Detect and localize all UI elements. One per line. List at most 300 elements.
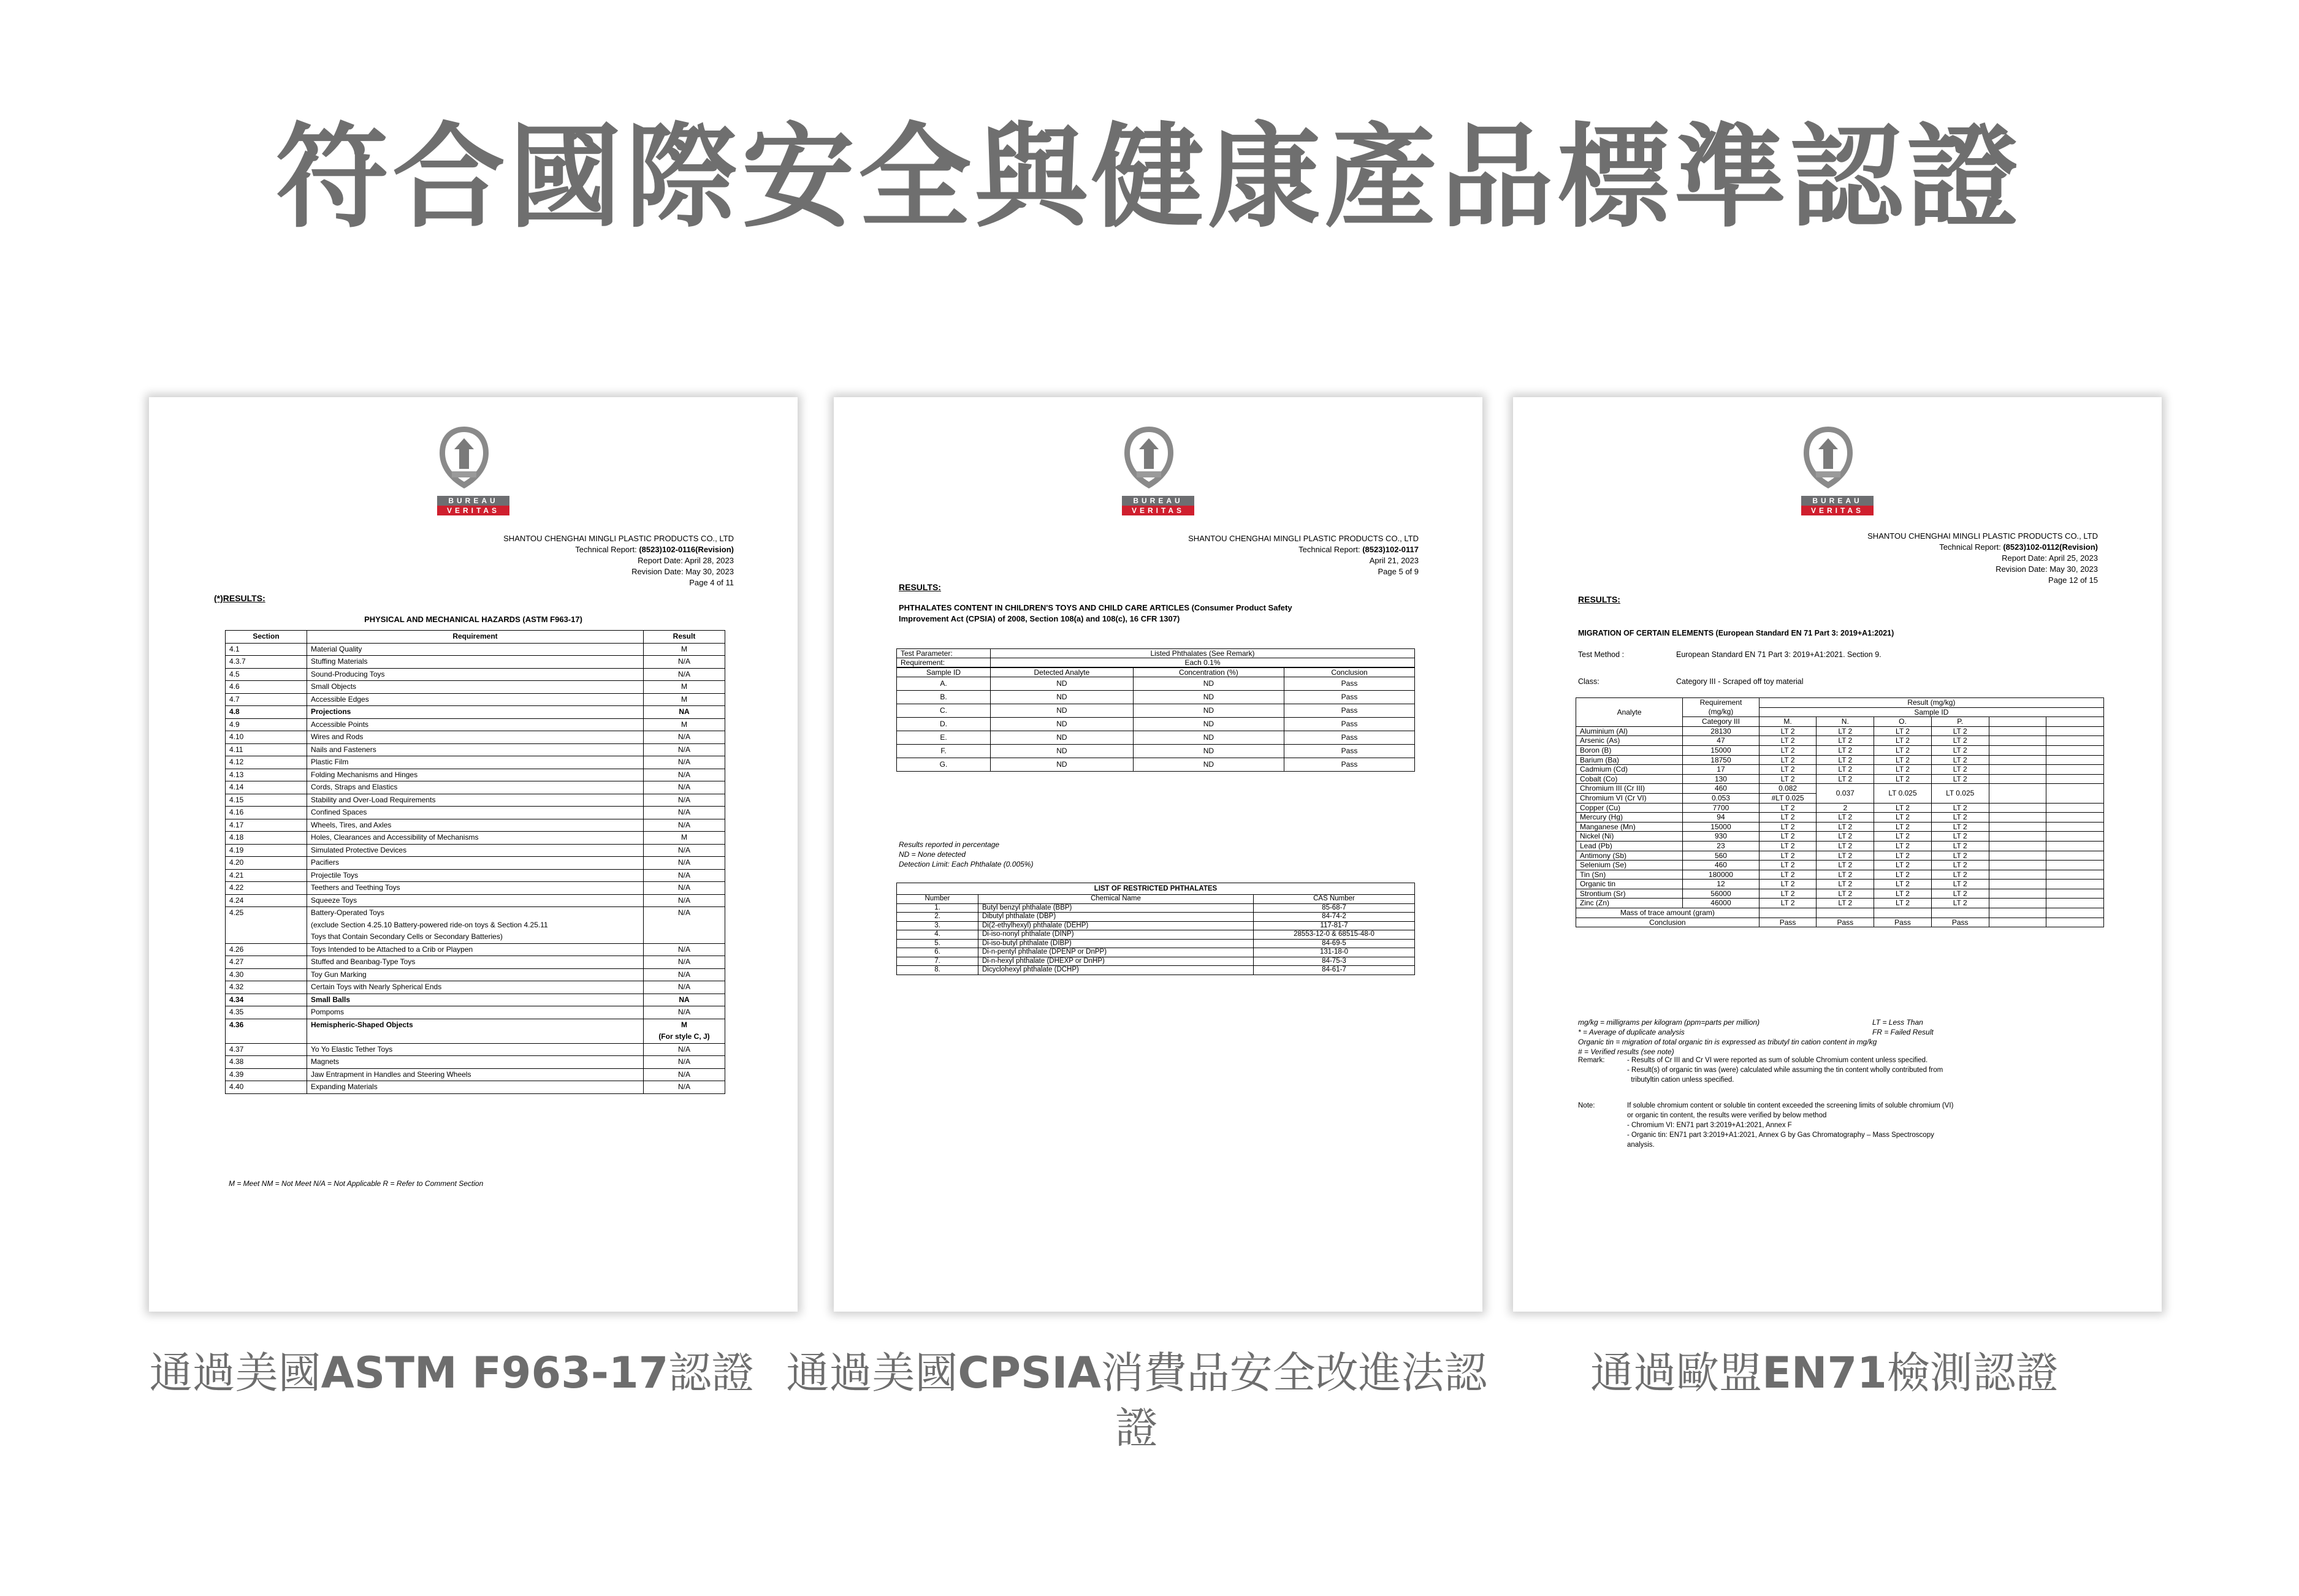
table-row	[897, 745, 1415, 758]
result-cell: LT 2	[1931, 880, 1989, 889]
report-header	[1188, 533, 1419, 577]
analyte-cell: Copper (Cu)	[1576, 803, 1683, 813]
table-row	[1576, 736, 2104, 746]
requirement-cell: Small Balls	[307, 994, 644, 1006]
table-row	[1576, 880, 2104, 889]
table-row	[1576, 745, 2104, 755]
section-cell: 4.14	[226, 781, 307, 794]
company-name: SHANTOU CHENGHAI MINGLI PLASTIC PRODUCTS CO., LTD	[1188, 534, 1419, 543]
phthalate-cell: Pass	[1284, 704, 1415, 718]
result-cell: LT 2	[1817, 880, 1874, 889]
result-cell: LT 2	[1759, 803, 1817, 813]
result-cell: M	[644, 693, 725, 706]
result-cell: LT 2	[1931, 813, 1989, 823]
requirement-cell: Accessible Edges	[307, 693, 644, 706]
section-cell: 4.18	[226, 832, 307, 845]
result-cell: LT 0.025	[1874, 784, 1932, 803]
section-cell: 4.36	[226, 1019, 307, 1043]
result-cell: LT 2	[1759, 899, 1817, 908]
table-row	[1576, 889, 2104, 899]
result-cell: NA	[644, 706, 725, 719]
table-row	[226, 807, 725, 819]
result-cell: LT 2	[1759, 851, 1817, 861]
requirement-cell: Cords, Straps and Elastics	[307, 781, 644, 794]
result-cell: LT 2	[1931, 889, 1989, 899]
result-cell: N/A	[644, 943, 725, 956]
requirement-cell: 28130	[1683, 726, 1760, 736]
table-row	[1576, 861, 2104, 870]
section-cell: 4.24	[226, 894, 307, 907]
result-cell: LT 2	[1817, 765, 1874, 775]
chemical-name-cell: Di-n-hexyl phthalate (DHEXP or DnHP)	[978, 957, 1254, 966]
result-cell: N/A	[644, 743, 725, 756]
section-title: PHTHALATES CONTENT IN CHILDREN'S TOYS AND CHILD CARE ARTICLES (Consumer Product Safety Improvement Act (CPSIA) of 2008, Section 108(a) and 108(c), 16 CFR 1307)	[899, 603, 1292, 623]
phthalate-cell: D.	[897, 718, 991, 731]
table-row	[226, 794, 725, 807]
phthalate-cell: Pass	[1284, 745, 1415, 758]
astm-report-page	[149, 397, 798, 1312]
requirement-cell: Sound-Producing Toys	[307, 668, 644, 681]
requirement-cell: Wires and Rods	[307, 731, 644, 744]
result-cell: LT 2	[1759, 822, 1817, 832]
result-cell: N/A	[644, 819, 725, 832]
phthalate-cell: ND	[1133, 731, 1284, 745]
caption-en71: 通過歐盟EN71檢測認證	[1590, 1348, 2059, 1398]
element-notes: mg/kg = milligrams per kilogram (ppm=parts per million) * = Average of duplicate analysis Organic tin = migration of total organic tin is expressed as tributyl tin cation content in mg/kg # = Verified results (see note)	[1578, 1018, 1877, 1056]
phthalate-cell: ND	[1133, 758, 1284, 772]
result-cell: LT 2	[1759, 813, 1817, 823]
table-row	[897, 704, 1415, 718]
requirement-cell: 47	[1683, 736, 1760, 746]
result-cell: LT 2	[1817, 870, 1874, 880]
result-cell: N/A	[644, 1006, 725, 1019]
result-cell: LT 2	[1874, 736, 1932, 746]
table-row	[897, 718, 1415, 731]
result-cell: LT 2	[1874, 851, 1932, 861]
table-row	[226, 857, 725, 870]
report-date: April 21, 2023	[1369, 556, 1419, 565]
analyte-cell: Manganese (Mn)	[1576, 822, 1683, 832]
result-cell: LT 2	[1817, 832, 1874, 842]
section-cell: 4.12	[226, 756, 307, 769]
number-cell: 6.	[897, 948, 978, 957]
section-cell: 4.21	[226, 869, 307, 882]
result-cell: LT 2	[1931, 899, 1989, 908]
page-headline: 符合國際安全與健康產品標準認證	[275, 112, 2023, 243]
phthalate-cell: ND	[991, 704, 1134, 718]
section-cell: 4.7	[226, 693, 307, 706]
chemical-name-cell: Dibutyl phthalate (DBP)	[978, 913, 1254, 922]
cas-number-cell: 117-81-7	[1254, 921, 1415, 930]
phthalate-cell: ND	[1133, 745, 1284, 758]
requirement-cell: 23	[1683, 841, 1760, 851]
requirement-cell: Battery-Operated Toys (exclude Section 4.25.10 Battery-powered ride-on toys & Section 4.25.11 Toys that Contain Secondary Cells or Secondary Batteries)	[307, 907, 644, 944]
table-row	[226, 681, 725, 694]
phthalate-cell: ND	[1133, 677, 1284, 691]
number-cell: 7.	[897, 957, 978, 966]
section-cell: 4.38	[226, 1056, 307, 1069]
requirement-cell: Folding Mechanisms and Hinges	[307, 769, 644, 781]
result-cell: N/A	[644, 807, 725, 819]
result-cell: N/A	[644, 907, 725, 944]
result-cell: N/A	[644, 769, 725, 781]
cas-number-cell: 84-74-2	[1254, 913, 1415, 922]
section-cell: 4.20	[226, 857, 307, 870]
table-row	[1576, 755, 2104, 765]
section-cell: 4.10	[226, 731, 307, 744]
requirement-cell: Wheels, Tires, and Axles	[307, 819, 644, 832]
table-row	[1576, 841, 2104, 851]
section-cell: 4.11	[226, 743, 307, 756]
cas-number-cell: 131-18-0	[1254, 948, 1415, 957]
result-cell: LT 2	[1874, 861, 1932, 870]
report-date: Report Date: April 25, 2023	[2002, 553, 2098, 563]
table-row	[1576, 899, 2104, 908]
table-row	[226, 1068, 725, 1081]
result-cell: LT 2	[1931, 832, 1989, 842]
requirement-cell: 56000	[1683, 889, 1760, 899]
result-cell: 0.082	[1759, 784, 1817, 794]
element-notes-right: LT = Less Than FR = Failed Result	[1872, 1018, 1934, 1036]
analyte-cell: Arsenic (As)	[1576, 736, 1683, 746]
result-cell: LT 0.025	[1931, 784, 1989, 803]
section-cell: 4.5	[226, 668, 307, 681]
phthalate-cell: Pass	[1284, 758, 1415, 772]
requirement-cell: 17	[1683, 765, 1760, 775]
table-row	[226, 882, 725, 895]
table-row	[226, 1056, 725, 1069]
section-cell: 4.37	[226, 1043, 307, 1056]
col-result: Result	[644, 631, 725, 644]
result-cell: LT 2	[1817, 813, 1874, 823]
requirement-cell: 46000	[1683, 899, 1760, 908]
table-row	[897, 691, 1415, 704]
bureau-veritas-logo	[437, 425, 509, 515]
requirement-cell: Yo Yo Elastic Tether Toys	[307, 1043, 644, 1056]
result-cell: LT 2	[1817, 822, 1874, 832]
table-row	[226, 1043, 725, 1056]
phthalate-cell: C.	[897, 704, 991, 718]
result-cell: N/A	[644, 731, 725, 744]
table-row	[897, 921, 1415, 930]
table-row	[226, 643, 725, 656]
result-cell: LT 2	[1874, 899, 1932, 908]
revision-date: Revision Date: May 30, 2023	[631, 567, 734, 576]
requirement-cell: Small Objects	[307, 681, 644, 694]
result-cell: LT 2	[1931, 803, 1989, 813]
result-cell: LT 2	[1817, 745, 1874, 755]
section-cell: 4.15	[226, 794, 307, 807]
number-cell: 3.	[897, 921, 978, 930]
table-row	[226, 731, 725, 744]
result-cell: N/A	[644, 869, 725, 882]
table-row	[226, 981, 725, 994]
phthalate-cell: G.	[897, 758, 991, 772]
phthalate-result-table: Sample ID Detected Analyte Concentration (%) Conclusion A. ND ND Pass B. ND ND Pass C. ND ND Pass D. ND ND Pass E. ND ND Pass F. ND ND Pass G. ND ND Pass	[896, 667, 1415, 772]
result-cell: M	[644, 643, 725, 656]
analyte-cell: Tin (Sn)	[1576, 870, 1683, 880]
result-cell: LT 2	[1874, 832, 1932, 842]
requirement-cell: Pacifiers	[307, 857, 644, 870]
table-row	[226, 819, 725, 832]
table-row	[897, 957, 1415, 966]
result-cell: N/A	[644, 668, 725, 681]
phthalate-cell: ND	[991, 745, 1134, 758]
requirement-cell: 7700	[1683, 803, 1760, 813]
phthalate-cell: E.	[897, 731, 991, 745]
section-cell: 4.34	[226, 994, 307, 1006]
logo-word-veritas: VERITAS	[437, 506, 509, 515]
restricted-phthalate-list: LIST OF RESTRICTED PHTHALATES Number Chemical Name CAS Number 1. Butyl benzyl phthalate (BBP) 85-68-7 2. Dibutyl phthalate (DBP) 84-74-2 3. Di(2-ethylhexyl) phthalate (DEHP) 117-81-7 4. Di-iso-nonyl phthalate (DINP) 28553-12-0 & 68515-48-0 5. Di-iso-butyl phthalate (DIBP) 84-69-5 6. Di-n-pentyl phthalate (DPENP or DnPP) 131-18-0 7. Di-n-hexyl phthalate (DHEXP or DnHP) 84-75-3 8. Dicyclohexyl phthalate (DCHP) 84-61-7	[896, 883, 1415, 975]
table-row	[226, 769, 725, 781]
col-requirement: Requirement	[307, 631, 644, 644]
result-cell: LT 2	[1817, 899, 1874, 908]
number-cell: 5.	[897, 939, 978, 948]
section-title: PHYSICAL AND MECHANICAL HAZARDS (ASTM F963-17)	[364, 615, 582, 624]
analyte-cell: Mercury (Hg)	[1576, 813, 1683, 823]
result-cell: M	[644, 681, 725, 694]
result-cell: LT 2	[1874, 813, 1932, 823]
revision-date: Revision Date: May 30, 2023	[1996, 564, 2098, 574]
phthalate-cell: Pass	[1284, 731, 1415, 745]
table-row	[1576, 774, 2104, 784]
requirement-cell: 94	[1683, 813, 1760, 823]
requirement-cell: Stuffing Materials	[307, 656, 644, 669]
class-line: Class: Category III - Scraped off toy material	[1578, 677, 1804, 686]
logo-word-bureau: BUREAU	[1122, 496, 1194, 506]
table-row	[226, 832, 725, 845]
page-number: Page 4 of 11	[689, 578, 734, 587]
result-cell: LT 2	[1874, 774, 1932, 784]
section-cell: 4.27	[226, 956, 307, 969]
section-cell: 4.22	[226, 882, 307, 895]
table-row	[1576, 813, 2104, 823]
result-cell: N/A	[644, 981, 725, 994]
analyte-cell: Aluminium (Al)	[1576, 726, 1683, 736]
section-title: MIGRATION OF CERTAIN ELEMENTS (European Standard EN 71 Part 3: 2019+A1:2021)	[1578, 629, 1894, 637]
requirement-cell: Accessible Points	[307, 718, 644, 731]
result-cell: LT 2	[1759, 861, 1817, 870]
section-cell: 4.40	[226, 1081, 307, 1094]
table-row	[1576, 832, 2104, 842]
table-row	[226, 693, 725, 706]
result-cell: NA	[644, 994, 725, 1006]
table-row	[897, 677, 1415, 691]
result-cell: LT 2	[1874, 889, 1932, 899]
requirement-cell: 560	[1683, 851, 1760, 861]
result-cell: N/A	[644, 956, 725, 969]
section-cell: 4.17	[226, 819, 307, 832]
result-cell: LT 2	[1874, 822, 1932, 832]
result-cell: LT 2	[1759, 880, 1817, 889]
bureau-veritas-logo	[1801, 425, 1874, 515]
result-cell: LT 2	[1759, 889, 1817, 899]
chemical-name-cell: Dicyclohexyl phthalate (DCHP)	[978, 966, 1254, 975]
requirement-cell: 460	[1683, 784, 1760, 794]
table-row	[226, 781, 725, 794]
result-cell: LT 2	[1817, 736, 1874, 746]
chemical-name-cell: Di-n-pentyl phthalate (DPENP or DnPP)	[978, 948, 1254, 957]
result-cell: #LT 0.025	[1759, 793, 1817, 803]
requirement-cell: Simulated Protective Devices	[307, 844, 644, 857]
table-row	[226, 907, 725, 944]
analyte-cell: Chromium VI (Cr VI)	[1576, 793, 1683, 803]
result-cell: 2	[1817, 803, 1874, 813]
element-migration-table: Analyte Requirement (mg/kg) Result (mg/kg) Sample ID Category III M. N. O. P. Aluminium (Al) 28130 LT 2 LT 2 LT 2 LT 2 Arsenic (As) 47 LT 2 LT 2 LT 2 LT 2 Boron (B) 15000 LT 2 LT 2 LT 2 LT 2 Barium (Ba) 18750 LT 2 LT 2 LT 2 LT 2 Cadmium (Cd) 17 LT 2 LT 2 LT 2 LT 2 Cobalt (Co) 130 LT 2 LT 2 LT 2 LT 2 Chromium III (Cr III) 460 0.082 0.037 LT 0.025 LT 0.025 Chromium VI (Cr VI) 0.053 #LT 0.025 Copper (Cu) 7700 LT 2 2 LT 2 LT 2 Mercury (Hg) 94 LT 2 LT 2 LT 2 LT 2 Manganese (Mn) 15000 LT 2 LT 2 LT 2 LT 2 Nickel (Ni) 930 LT 2 LT 2 LT 2 LT 2 Lead (Pb) 23 LT 2 LT 2 LT 2 LT 2 Antimony (Sb) 560 LT 2 LT 2 LT 2 LT 2 Selenium (Se) 460 LT 2 LT 2 LT 2 LT 2 Tin (Sn) 180000 LT 2 LT 2 LT 2 LT 2 Organic tin 12 LT 2 LT 2 LT 2 LT 2 Strontium (Sr) 56000 LT 2 LT 2 LT 2 LT 2 Zinc (Zn) 46000 LT 2 LT 2 LT 2 LT 2 Mass of trace amount (gram) Conclusion Pass Pass Pass Pass	[1576, 697, 2104, 927]
caption-astm: 通過美國ASTM F963-17認證	[149, 1348, 755, 1398]
result-legend: M = Meet NM = Not Meet N/A = Not Applicable R = Refer to Comment Section	[229, 1179, 484, 1188]
result-cell: LT 2	[1759, 765, 1817, 775]
caption-cpsia: 通過美國CPSIA消費品安全改進法認證	[786, 1348, 1487, 1453]
table-row	[226, 756, 725, 769]
requirement-cell: Stuffed and Beanbag-Type Toys	[307, 956, 644, 969]
result-cell: N/A	[644, 794, 725, 807]
phthalate-cell: ND	[991, 731, 1134, 745]
result-cell: M	[644, 718, 725, 731]
result-cell: LT 2	[1874, 765, 1932, 775]
table-row	[1576, 765, 2104, 775]
requirement-cell: Holes, Clearances and Accessibility of Mechanisms	[307, 832, 644, 845]
result-cell: LT 2	[1931, 745, 1989, 755]
requirement-cell: Certain Toys with Nearly Spherical Ends	[307, 981, 644, 994]
table-row	[226, 994, 725, 1006]
result-cell: LT 2	[1931, 755, 1989, 765]
table-row	[1576, 784, 2104, 794]
table-row	[1576, 803, 2104, 813]
requirement-cell: 180000	[1683, 870, 1760, 880]
phthalate-cell: ND	[1133, 691, 1284, 704]
result-cell: N/A	[644, 844, 725, 857]
result-cell: LT 2	[1817, 861, 1874, 870]
table-row	[897, 930, 1415, 940]
phthalate-cell: Pass	[1284, 677, 1415, 691]
table-row	[897, 758, 1415, 772]
report-date: Report Date: April 28, 2023	[638, 556, 734, 565]
number-cell: 4.	[897, 930, 978, 940]
result-cell: LT 2	[1874, 870, 1932, 880]
table-row	[897, 913, 1415, 922]
table-row	[226, 1081, 725, 1094]
table-row	[1576, 870, 2104, 880]
requirement-cell: Jaw Entrapment in Handles and Steering Wheels	[307, 1068, 644, 1081]
result-cell: LT 2	[1874, 841, 1932, 851]
result-cell: N/A	[644, 968, 725, 981]
requirement-cell: Plastic Film	[307, 756, 644, 769]
logo-word-bureau: BUREAU	[437, 496, 509, 506]
phthalate-cell: ND	[1133, 718, 1284, 731]
table-row	[226, 968, 725, 981]
result-cell: N/A	[644, 1081, 725, 1094]
report-header	[503, 533, 734, 588]
results-label: (*)RESULTS:	[214, 593, 265, 603]
requirement-cell: 460	[1683, 861, 1760, 870]
logo-word-veritas: VERITAS	[1801, 506, 1874, 515]
note-block: Note: If soluble chromium content or soluble tin content exceeded the screening limits of soluble chromium (VI) or organic tin content, the results were verified by below method - Chromium VI: EN71 part 3:2019+A1:2021, Annex F - Organic tin: EN71 part 3:2019+A1:2021, Annex G by Gas Chromatography – Mass Spectroscopy analysis.	[1578, 1102, 1954, 1149]
section-cell: 4.16	[226, 807, 307, 819]
phthalate-cell: ND	[991, 677, 1134, 691]
table-row	[226, 943, 725, 956]
result-cell: LT 2	[1759, 832, 1817, 842]
result-cell: LT 2	[1817, 755, 1874, 765]
analyte-cell: Zinc (Zn)	[1576, 899, 1683, 908]
report-number-line: Technical Report: (8523)102-0116(Revision)	[575, 545, 734, 554]
analyte-cell: Strontium (Sr)	[1576, 889, 1683, 899]
logo-word-veritas: VERITAS	[1122, 506, 1194, 515]
section-cell: 4.19	[226, 844, 307, 857]
table-row	[226, 743, 725, 756]
result-cell: LT 2	[1931, 774, 1989, 784]
requirement-cell: Projections	[307, 706, 644, 719]
result-cell: 0.037	[1817, 784, 1874, 803]
result-cell: LT 2	[1874, 726, 1932, 736]
result-cell: LT 2	[1931, 861, 1989, 870]
chemical-name-cell: Di-iso-butyl phthalate (DIBP)	[978, 939, 1254, 948]
section-cell: 4.9	[226, 718, 307, 731]
bureau-veritas-logo	[1122, 425, 1194, 515]
requirement-cell: Pompoms	[307, 1006, 644, 1019]
phthalate-cell: F.	[897, 745, 991, 758]
result-cell: LT 2	[1931, 726, 1989, 736]
analyte-cell: Chromium III (Cr III)	[1576, 784, 1683, 794]
analyte-cell: Lead (Pb)	[1576, 841, 1683, 851]
result-cell: LT 2	[1817, 774, 1874, 784]
section-cell: 4.35	[226, 1006, 307, 1019]
result-cell: LT 2	[1817, 726, 1874, 736]
report-header	[1867, 531, 2098, 586]
result-cell: LT 2	[1931, 765, 1989, 775]
requirement-cell: 15000	[1683, 822, 1760, 832]
result-cell: LT 2	[1759, 870, 1817, 880]
page-number: Page 5 of 9	[1378, 567, 1419, 576]
result-cell: LT 2	[1931, 841, 1989, 851]
requirement-cell: Magnets	[307, 1056, 644, 1069]
number-cell: 2.	[897, 913, 978, 922]
analyte-cell: Organic tin	[1576, 880, 1683, 889]
analyte-cell: Antimony (Sb)	[1576, 851, 1683, 861]
phthalate-cell: ND	[991, 718, 1134, 731]
col-section: Section	[226, 631, 307, 644]
table-row	[1576, 851, 2104, 861]
table-row	[226, 869, 725, 882]
result-cell: LT 2	[1874, 880, 1932, 889]
table-row	[897, 903, 1415, 913]
section-cell: 4.6	[226, 681, 307, 694]
result-cell: N/A	[644, 894, 725, 907]
requirement-cell: 15000	[1683, 745, 1760, 755]
result-cell: LT 2	[1874, 755, 1932, 765]
report-number-line: Technical Report: (8523)102-0117	[1298, 545, 1419, 554]
result-cell: N/A	[644, 1056, 725, 1069]
phthalate-notes: Results reported in percentage ND = None detected Detection Limit: Each Phthalate (0.005%)	[899, 840, 1034, 868]
result-cell: LT 2	[1759, 755, 1817, 765]
result-cell: LT 2	[1874, 803, 1932, 813]
result-cell: LT 2	[1759, 726, 1817, 736]
requirement-cell: 12	[1683, 880, 1760, 889]
number-cell: 1.	[897, 903, 978, 913]
result-cell: M	[644, 832, 725, 845]
bv-seal-icon	[1801, 425, 1855, 491]
table-row	[897, 731, 1415, 745]
chemical-name-cell: Di-iso-nonyl phthalate (DINP)	[978, 930, 1254, 940]
section-cell: 4.39	[226, 1068, 307, 1081]
cpsia-report-page	[834, 397, 1482, 1312]
result-cell: LT 2	[1817, 889, 1874, 899]
cas-number-cell: 84-61-7	[1254, 966, 1415, 975]
result-cell: N/A	[644, 656, 725, 669]
phthalate-cell: ND	[991, 758, 1134, 772]
section-cell: 4.8	[226, 706, 307, 719]
requirement-cell: Confined Spaces	[307, 807, 644, 819]
